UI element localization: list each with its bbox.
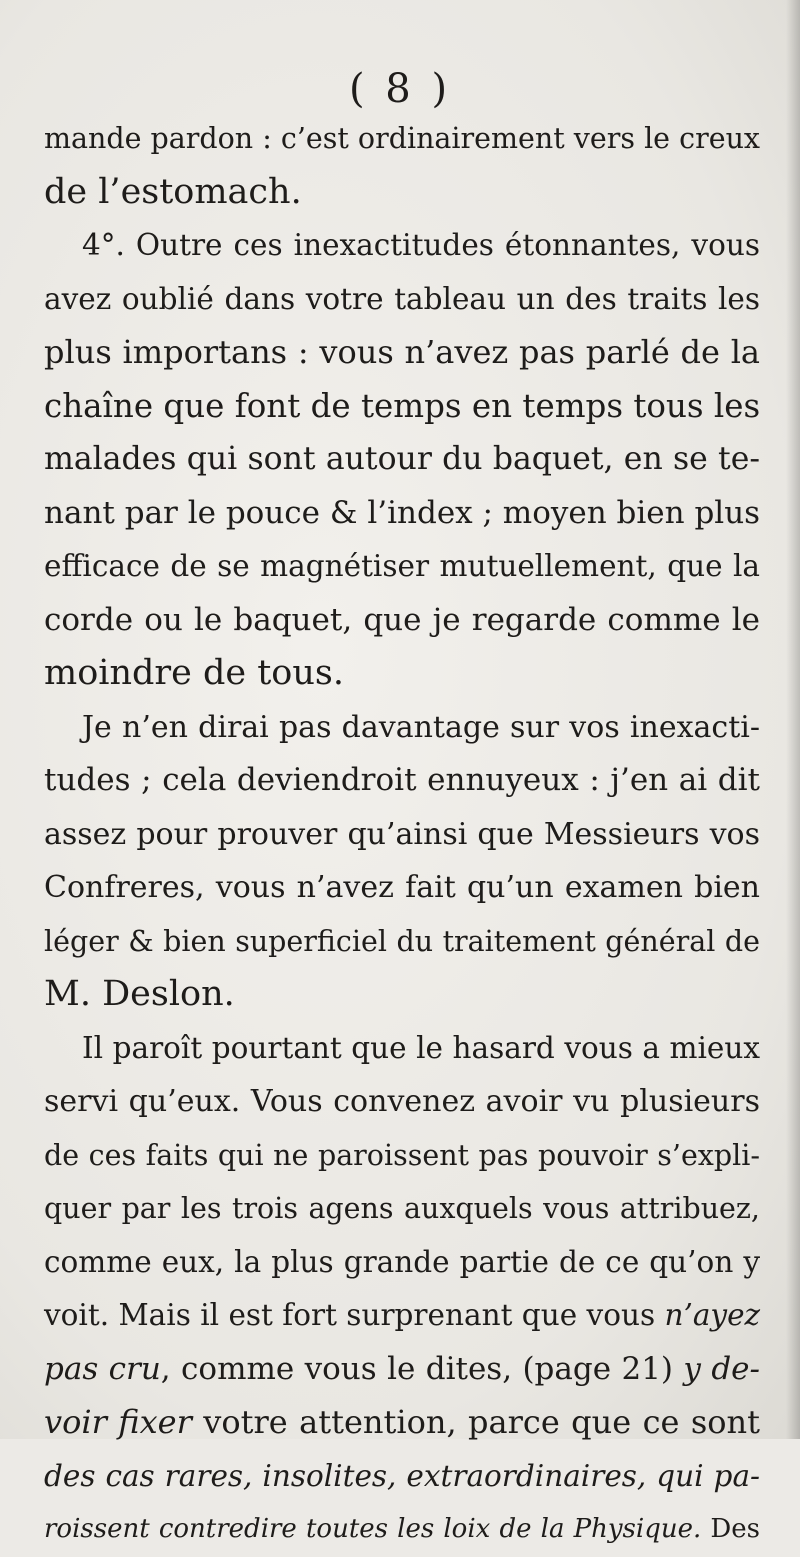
text-line [44,433,760,487]
text-segment: chaîne que font de temps en temps tous les [44,386,761,425]
text-line [44,1236,760,1290]
text-line [44,1450,760,1504]
text-segment: mande pardon : c’est ordinairement vers le creux [44,122,760,155]
text-segment: moindre de tous. [44,653,344,693]
text-segment: tudes ; cela deviendroit ennuyeux : j’en ai dit [44,762,760,798]
text-segment: , comme vous le dites, (page 21) [160,1350,684,1387]
text-segment: léger & bien superficiel du traitement général de [44,924,760,958]
text-line [44,701,760,755]
italic-segment: n’ayez [664,1298,761,1332]
text-line [44,380,760,434]
text-line [44,540,760,594]
text-line [44,915,760,969]
italic-segment: des cas rares, insolites, extraordinaires, qui pa- [44,1458,760,1493]
text-line [44,1503,760,1557]
text-segment: corde ou le baquet, que je regarde comme le [44,601,760,638]
text-line [44,594,760,648]
text-segment: comme eux, la plus grande partie de ce qu’on y [44,1244,760,1279]
text-line [44,273,760,327]
text-segment: assez pour prouver qu’ainsi que Messieurs vos [44,816,760,852]
text-segment: Il paroît pourtant que le hasard vous a mieux [82,1030,760,1065]
text-line [44,1396,760,1450]
catchword: Des [701,1514,760,1544]
text-line [44,487,760,541]
text-segment: M. Deslon. [44,974,235,1014]
text-line [44,861,760,915]
text-line [44,1075,760,1129]
text-segment: Je n’en dirai pas davantage sur vos inexacti- [82,709,760,745]
text-line [44,166,760,220]
text-line [44,1343,760,1397]
text-line [44,1289,760,1343]
italic-segment: roissent contredire toutes les loix de la Physique. [44,1514,702,1544]
text-line [44,754,760,808]
text-segment: voit. Mais il est fort surprenant que vous [44,1298,665,1332]
text-line [44,219,760,273]
text-line [44,1129,760,1183]
text-segment: de ces faits qui ne paroissent pas pouvoir s’expli- [44,1138,760,1172]
text-line [44,1022,760,1076]
text-line [44,647,760,701]
text-segment: efficace de se magnétiser mutuellement, que la [44,549,760,583]
italic-segment: voir fixer [44,1403,192,1441]
text-line [44,326,760,380]
text-segment: de l’estomach. [44,171,302,212]
italic-segment: y de- [683,1350,760,1387]
text-line [44,112,760,166]
text-line [44,1182,760,1236]
body-text [44,112,760,1557]
page-edge-shadow [786,0,800,1439]
text-segment: 4°. Outre ces inexactitudes étonnantes, vous [82,228,760,262]
text-segment: servi qu’eux. Vous convenez avoir vu plusieurs [44,1084,760,1119]
italic-segment: pas cru [44,1350,161,1387]
text-segment: nant par le pouce & l’index ; moyen bien plus [44,494,761,531]
text-segment: quer par les trois agens auxquels vous attribuez, [44,1192,760,1225]
text-line [44,808,760,862]
text-segment: Confreres, vous n’avez fait qu’un examen bien [44,870,760,905]
text-line [44,968,760,1022]
page-number: ( 8 ) [348,66,452,112]
text-segment: avez oublié dans votre tableau un des traits les [44,281,760,316]
text-segment: votre attention, parce que ce sont [191,1403,761,1441]
text-segment: malades qui sont autour du baquet, en se te- [44,441,760,477]
text-segment: plus importans : vous n’avez pas parlé de la [44,333,760,371]
